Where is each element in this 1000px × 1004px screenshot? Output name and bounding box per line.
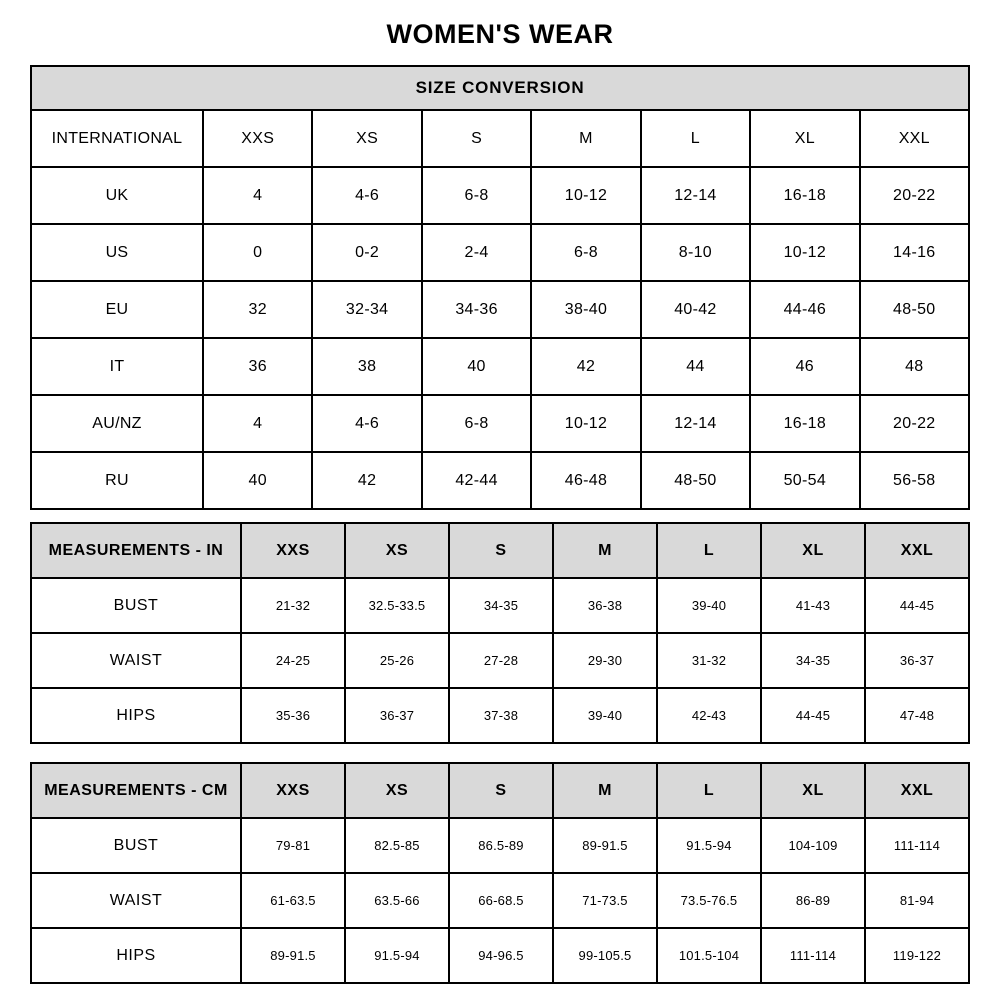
value-cell: 40 [203, 452, 312, 509]
value-cell: 119-122 [865, 928, 969, 983]
measurements-cm-table [30, 762, 970, 984]
value-cell: 111-114 [761, 928, 865, 983]
row-label: HIPS [31, 688, 241, 743]
column-header: M [553, 763, 657, 818]
row-label: WAIST [31, 633, 241, 688]
header-row [31, 763, 969, 818]
value-cell: 37-38 [449, 688, 553, 743]
value-cell: 48 [860, 338, 969, 395]
value-cell: 94-96.5 [449, 928, 553, 983]
value-cell: 89-91.5 [241, 928, 345, 983]
value-cell: 63.5-66 [345, 873, 449, 928]
value-cell: 16-18 [750, 395, 859, 452]
row-label: IT [31, 338, 203, 395]
column-header: S [449, 523, 553, 578]
row-label: WAIST [31, 873, 241, 928]
value-cell: 61-63.5 [241, 873, 345, 928]
row-label: AU/NZ [31, 395, 203, 452]
column-header: XXL [865, 523, 969, 578]
value-cell: 56-58 [860, 452, 969, 509]
value-cell: 39-40 [553, 688, 657, 743]
column-header: XXS [241, 523, 345, 578]
size-conversion-title: SIZE CONVERSION [31, 66, 969, 110]
table-row [31, 452, 969, 509]
value-cell: 48-50 [860, 281, 969, 338]
value-cell: 42 [531, 338, 640, 395]
column-header: XL [750, 110, 859, 167]
value-cell: 111-114 [865, 818, 969, 873]
value-cell: 79-81 [241, 818, 345, 873]
value-cell: 6-8 [422, 167, 531, 224]
value-cell: 21-32 [241, 578, 345, 633]
table-row [31, 224, 969, 281]
value-cell: 50-54 [750, 452, 859, 509]
row-label: BUST [31, 578, 241, 633]
value-cell: 10-12 [750, 224, 859, 281]
value-cell: 34-35 [761, 633, 865, 688]
row-label: BUST [31, 818, 241, 873]
value-cell: 32-34 [312, 281, 421, 338]
value-cell: 34-35 [449, 578, 553, 633]
value-cell: 86-89 [761, 873, 865, 928]
value-cell: 46 [750, 338, 859, 395]
column-header: XXS [241, 763, 345, 818]
value-cell: 66-68.5 [449, 873, 553, 928]
value-cell: 4-6 [312, 167, 421, 224]
value-cell: 4-6 [312, 395, 421, 452]
row-label: EU [31, 281, 203, 338]
measurements-in-table [30, 522, 970, 744]
column-header: XL [761, 523, 865, 578]
column-header: XXS [203, 110, 312, 167]
column-header: M [531, 110, 640, 167]
value-cell: 4 [203, 167, 312, 224]
value-cell: 0 [203, 224, 312, 281]
value-cell: 36-38 [553, 578, 657, 633]
value-cell: 38-40 [531, 281, 640, 338]
column-header: XL [761, 763, 865, 818]
table-row [31, 167, 969, 224]
value-cell: 35-36 [241, 688, 345, 743]
value-cell: 46-48 [531, 452, 640, 509]
row-label: HIPS [31, 928, 241, 983]
page-title: WOMEN'S WEAR [386, 19, 614, 49]
table-row [31, 688, 969, 743]
column-header: XXL [860, 110, 969, 167]
value-cell: 24-25 [241, 633, 345, 688]
value-cell: 42-44 [422, 452, 531, 509]
value-cell: 38 [312, 338, 421, 395]
value-cell: 40-42 [641, 281, 750, 338]
column-header: XS [345, 763, 449, 818]
value-cell: 10-12 [531, 167, 640, 224]
value-cell: 73.5-76.5 [657, 873, 761, 928]
value-cell: 6-8 [422, 395, 531, 452]
header-row [31, 523, 969, 578]
value-cell: 99-105.5 [553, 928, 657, 983]
value-cell: 91.5-94 [657, 818, 761, 873]
table-row [31, 928, 969, 983]
value-cell: 32.5-33.5 [345, 578, 449, 633]
row-label: US [31, 224, 203, 281]
value-cell: 4 [203, 395, 312, 452]
table-row [31, 633, 969, 688]
value-cell: 44-45 [865, 578, 969, 633]
column-header: M [553, 523, 657, 578]
value-cell: 104-109 [761, 818, 865, 873]
value-cell: 2-4 [422, 224, 531, 281]
table-row [31, 578, 969, 633]
column-header: S [449, 763, 553, 818]
value-cell: 81-94 [865, 873, 969, 928]
value-cell: 36 [203, 338, 312, 395]
table-row [31, 873, 969, 928]
value-cell: 36-37 [865, 633, 969, 688]
value-cell: 36-37 [345, 688, 449, 743]
row-label: RU [31, 452, 203, 509]
column-header: S [422, 110, 531, 167]
value-cell: 82.5-85 [345, 818, 449, 873]
table-title-row [31, 66, 969, 110]
value-cell: 10-12 [531, 395, 640, 452]
value-cell: 12-14 [641, 395, 750, 452]
value-cell: 14-16 [860, 224, 969, 281]
column-header: L [657, 763, 761, 818]
column-header: MEASUREMENTS - CM [31, 763, 241, 818]
value-cell: 31-32 [657, 633, 761, 688]
table-row [31, 818, 969, 873]
value-cell: 86.5-89 [449, 818, 553, 873]
value-cell: 16-18 [750, 167, 859, 224]
column-header: INTERNATIONAL [31, 110, 203, 167]
value-cell: 48-50 [641, 452, 750, 509]
table-row [31, 338, 969, 395]
table-row [31, 281, 969, 338]
value-cell: 101.5-104 [657, 928, 761, 983]
column-header: L [657, 523, 761, 578]
column-header: MEASUREMENTS - IN [31, 523, 241, 578]
value-cell: 39-40 [657, 578, 761, 633]
value-cell: 20-22 [860, 167, 969, 224]
column-header: L [641, 110, 750, 167]
value-cell: 6-8 [531, 224, 640, 281]
value-cell: 0-2 [312, 224, 421, 281]
column-header: XS [312, 110, 421, 167]
value-cell: 42 [312, 452, 421, 509]
value-cell: 29-30 [553, 633, 657, 688]
value-cell: 44-45 [761, 688, 865, 743]
table-row [31, 395, 969, 452]
row-label: UK [31, 167, 203, 224]
size-conversion-table [30, 65, 970, 510]
value-cell: 20-22 [860, 395, 969, 452]
value-cell: 47-48 [865, 688, 969, 743]
column-header: XXL [865, 763, 969, 818]
value-cell: 71-73.5 [553, 873, 657, 928]
value-cell: 44-46 [750, 281, 859, 338]
value-cell: 12-14 [641, 167, 750, 224]
value-cell: 27-28 [449, 633, 553, 688]
value-cell: 32 [203, 281, 312, 338]
value-cell: 91.5-94 [345, 928, 449, 983]
value-cell: 41-43 [761, 578, 865, 633]
header-row [31, 110, 969, 167]
value-cell: 34-36 [422, 281, 531, 338]
value-cell: 40 [422, 338, 531, 395]
value-cell: 25-26 [345, 633, 449, 688]
value-cell: 89-91.5 [553, 818, 657, 873]
value-cell: 8-10 [641, 224, 750, 281]
value-cell: 44 [641, 338, 750, 395]
column-header: XS [345, 523, 449, 578]
value-cell: 42-43 [657, 688, 761, 743]
